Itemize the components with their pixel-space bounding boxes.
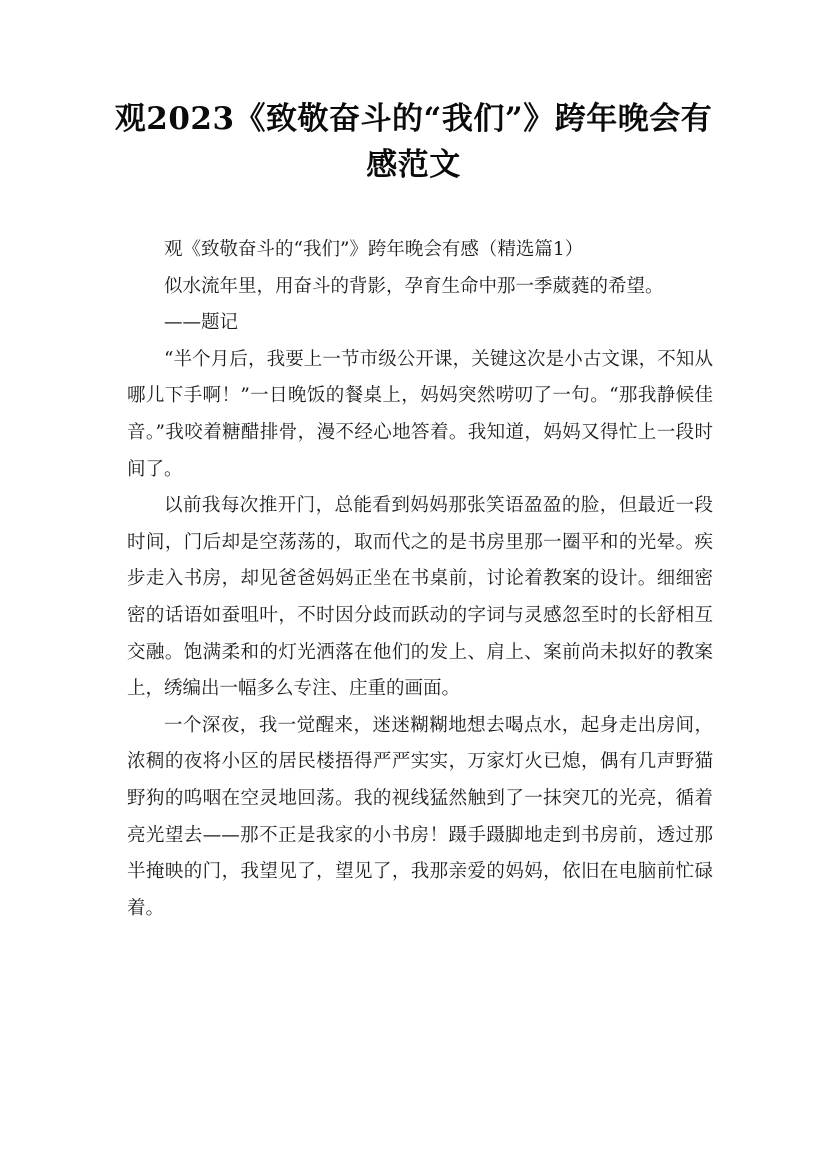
epigraph: 似水流年里，用奋斗的背影，孕育生命中那一季葳蕤的希望。 xyxy=(164,275,664,297)
body-paragraph: “半个月后，我要上一节市级公开课，关键这次是小古文课，不知从哪儿下手啊！”一日晚饭的餐桌上，妈妈突然唠叨了一句。“那我静候佳音。”我咬着糖醋排骨，漫不经心地答着。我知道，妈妈又得忙上一段时间了。 xyxy=(127,348,713,480)
document-body xyxy=(127,232,713,927)
body-paragraph: 一个深夜，我一觉醒来，迷迷糊糊地想去喝点水，起身走出房间，浓稠的夜将小区的居民楼捂得严严实实，万家灯火已熄，偶有几声野猫野狗的呜咽在空灵地回荡。我的视线猛然触到了一抹突兀的光亮，循着亮光望去——那不正是我家的小书房！蹑手蹑脚地走到书房前，透过那半掩映的门，我望见了，望见了，我那亲爱的妈妈，依旧在电脑前忙碌着。 xyxy=(127,714,713,919)
epigraph-attribution: ——题记 xyxy=(164,312,239,334)
document-title: 观2023《致敬奋斗的“我们”》跨年晚会有感范文 xyxy=(114,101,713,183)
body-paragraph: 以前我每次推开门，总能看到妈妈那张笑语盈盈的脸，但最近一段时间，门后却是空荡荡的，取而代之的是书房里那一圈平和的光晕。疾步走入书房，却见爸爸妈妈正坐在书桌前，讨论着教案的设计。细细密密的话语如蚕咀叶，不时因分歧而跃动的字词与灵感忽至时的长舒相互交融。饱满柔和的灯光洒落在他们的发上、肩上、案前尚未拟好的教案上，绣编出一幅多么专注、庄重的画面。 xyxy=(127,495,713,700)
section-heading: 观《致敬奋斗的“我们”》跨年晚会有感（精选篇1） xyxy=(164,239,584,260)
